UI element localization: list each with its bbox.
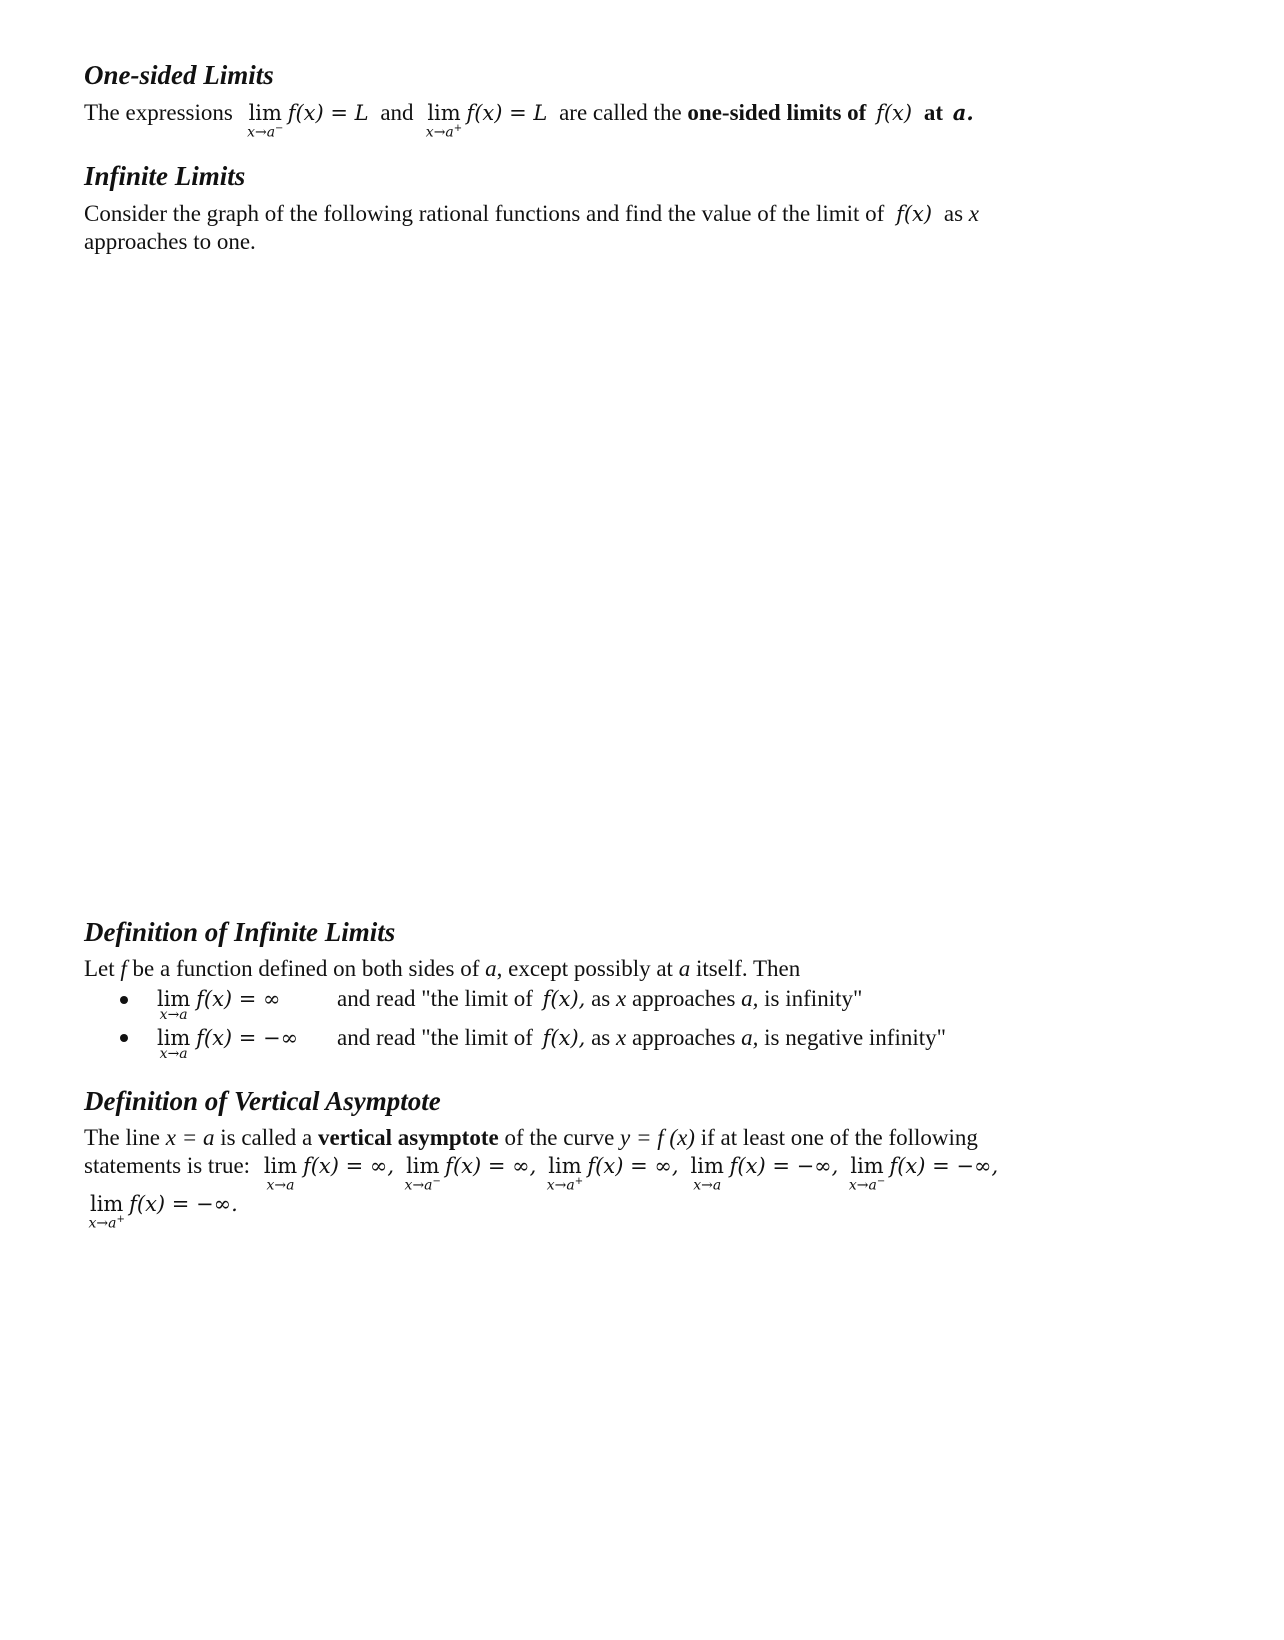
sub-sign: − [275,123,284,134]
lim-word: lim [90,1192,124,1216]
heading-definition-infinite-limits: Definition of Infinite Limits [84,917,396,947]
lim [157,985,191,1023]
sub-sign: − [432,1176,441,1187]
sub-sign: + [453,123,463,134]
line-equation: x = a [165,1125,215,1150]
lim-word: lim [157,987,191,1011]
lim-word: lim [690,1154,724,1178]
lim-sub [247,122,283,140]
read-suffix: is negative infinity" [764,1025,947,1050]
read-prefix: and read "the limit of [337,986,533,1011]
limit-expression [690,1153,839,1194]
a-var: a [485,956,497,981]
intro-mid2: , except possibly at [496,956,673,981]
lim-left [247,99,284,141]
a-var: a [678,956,691,981]
asymptote-line2 [84,1152,999,1194]
bullet-2-expr [157,1024,299,1062]
text-prefix: The expressions [84,100,233,125]
expr: f(x) = ∞, [302,1154,395,1178]
line1-c: of the curve [504,1125,615,1150]
a-var: a, [741,1025,759,1050]
lim-word: lim [850,1154,884,1178]
limit-expression [404,1153,537,1194]
x-var: x [616,1025,627,1050]
lim [690,1152,724,1194]
asymptote-line1 [84,1124,978,1152]
fx: f(x), [542,987,586,1011]
sub-sign: − [876,1176,886,1187]
sub-sign: + [574,1176,584,1187]
intro-end: itself. Then [695,956,801,981]
sub-text: x→a [425,124,454,141]
line2-prefix: statements is true: [84,1153,251,1178]
f-var: f [120,956,127,981]
expr: f(x) = −∞. [129,1192,238,1216]
a-end: a. [952,100,974,125]
line1-a: The line [84,1125,160,1150]
curve-equation: y = f (x) [620,1125,695,1150]
lim [263,1152,298,1194]
sub-text: x→a [247,124,276,141]
line1-b: is called a [220,1125,313,1150]
sub-text: x→a [88,1215,117,1232]
heading-infinite-limits: Infinite Limits [84,161,246,191]
at-word: at [923,100,943,125]
lim-sub [426,122,462,140]
expr: f(x) = ∞, [587,1154,679,1178]
sub-text: x→a [404,1177,433,1194]
x-var: x [616,986,627,1011]
intro-mid: be a function defined on both sides of [132,956,480,981]
lim-word: lim [548,1154,582,1178]
and-word: and [380,100,414,125]
lim-sub [849,1175,885,1193]
limit-list [256,1153,999,1194]
heading-one-sided-limits: One-sided Limits [84,60,274,90]
lim-sub [547,1175,583,1193]
bullet-2-reading [337,1024,946,1052]
limit-expression [848,1153,999,1194]
infinite-limits-line2: approaches to one. [84,229,256,254]
lim-word: lim [263,1154,298,1178]
sub-text: x→a [693,1177,722,1194]
lim-right [425,99,463,141]
approaches-word: approaches [631,986,736,1011]
as-word: as [591,1025,611,1050]
sub-sign: + [116,1214,125,1225]
bullet-dot [120,996,128,1004]
sub-text: x→a [266,1177,295,1194]
fx: f(x), [542,1026,586,1050]
limit-expression [546,1153,679,1194]
as-word: as [591,986,611,1011]
sub-text: x→a [848,1177,877,1194]
lim [157,1024,191,1062]
lim-sub [405,1175,441,1193]
line1-d: if at least one of the following [700,1125,978,1150]
lim-word: lim [406,1154,440,1178]
heading-definition-vertical-asymptote: Definition of Vertical Asymptote [84,1086,441,1116]
bullet-1-expr [157,985,281,1023]
bold-term: vertical asymptote [317,1125,499,1150]
lim-word: lim [157,1026,191,1050]
infinite-limits-line1 [84,200,979,228]
lim-sub [88,1213,124,1231]
lim-sub: x→a [159,1007,188,1023]
lim-sub [267,1175,295,1193]
bullet-1-reading [337,985,862,1013]
a-var: a, [741,986,759,1011]
lim-word: lim [248,101,282,125]
lim [546,1152,584,1194]
expr: f(x) = −∞, [729,1154,839,1178]
x-var: x [968,201,979,226]
lim [88,1190,125,1232]
sub-text: x→a [546,1177,575,1194]
asymptote-line3 [88,1190,238,1232]
expr-right: f(x) = L [466,101,548,125]
lim-sub: x→a [159,1046,188,1062]
lim [404,1152,441,1194]
read-prefix: and read "the limit of [337,1025,533,1050]
bold-phrase: one-sided limits of [687,100,867,125]
read-suffix: is infinity" [764,986,863,1011]
let-word: Let [84,956,115,981]
one-sided-definition-line [84,99,974,141]
expr-left: f(x) = L [287,101,369,125]
text-mid: are called the [559,100,682,125]
fx: f(x) [876,101,913,125]
lim-word: lim [427,101,461,125]
as-word: as [943,201,964,226]
definition-intro [84,955,800,983]
lim [848,1152,886,1194]
line1-prefix: Consider the graph of the following rational functions and find the value of the limit of [84,201,885,226]
approaches-word: approaches [631,1025,736,1050]
expr: f(x) = ∞ [196,987,281,1011]
expr: f(x) = −∞ [196,1026,299,1050]
limit-expression [263,1153,395,1194]
fx: f(x) [896,202,933,226]
bullet-dot [120,1034,128,1042]
expr: f(x) = ∞, [445,1154,537,1178]
lim-sub [693,1175,721,1193]
expr: f(x) = −∞, [889,1154,999,1178]
